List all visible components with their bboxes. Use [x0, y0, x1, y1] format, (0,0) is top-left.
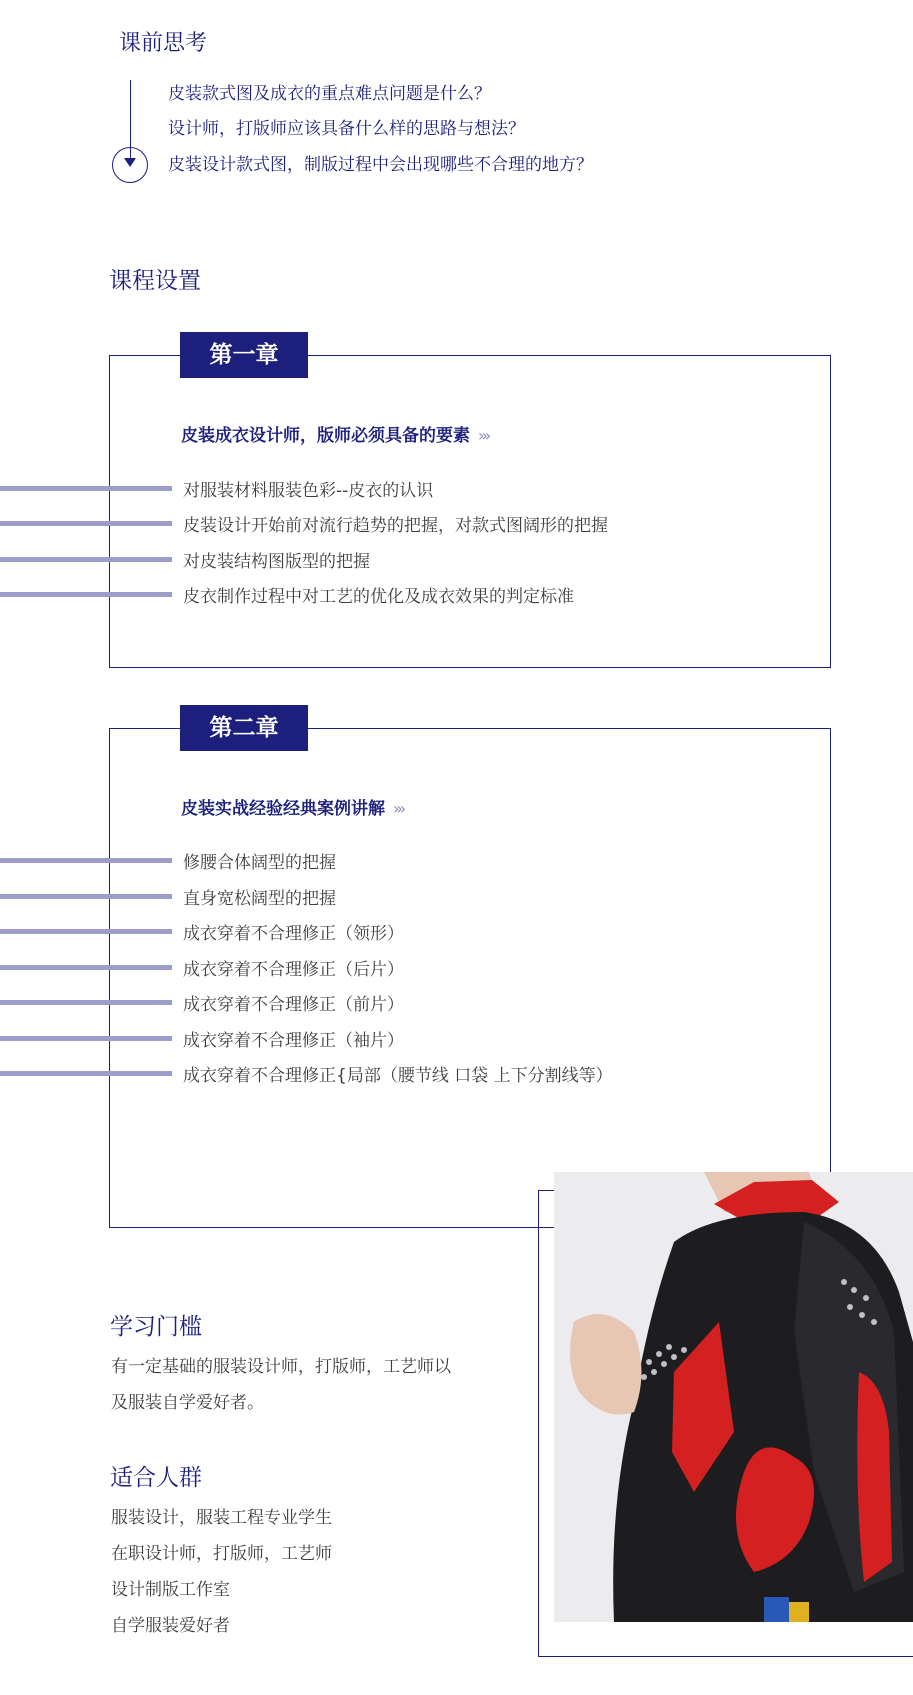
audience-line: 自学服装爱好者 [111, 1616, 230, 1636]
double-chevron-right-icon: ››› [393, 799, 404, 818]
audience-line: 设计制版工作室 [111, 1580, 230, 1600]
bullet-line [0, 894, 172, 899]
bullet-line [0, 592, 172, 597]
threshold-line: 有一定基础的服装设计师，打版师，工艺师以 [111, 1357, 451, 1377]
chapter-2-item: 成衣穿着不合理修正（领形） [183, 924, 404, 944]
bullet-line [0, 1000, 172, 1005]
chapter-1-item: 对服装材料服装色彩--皮衣的认识 [183, 481, 434, 501]
chapter-2-item: 修腰合体阔型的把握 [183, 853, 336, 873]
chapter-2-item: 直身宽松阔型的把握 [183, 889, 336, 909]
chapter-2-subtitle [181, 794, 403, 819]
thinking-question-1: 皮装款式图及成衣的重点难点问题是什么？ [168, 84, 491, 104]
bullet-line [0, 929, 172, 934]
double-chevron-right-icon: ››› [478, 426, 489, 445]
bullet-line [0, 965, 172, 970]
chapter-1-item: 皮装设计开始前对流行趋势的把握，对款式图阔形的把握 [183, 516, 608, 536]
chapter-2-subtitle-text: 皮装实战经验经典案例讲解 [181, 799, 385, 819]
thinking-title: 课前思考 [119, 31, 208, 56]
audience-title: 适合人群 [110, 1465, 202, 1491]
threshold-line: 及服装自学爱好者。 [111, 1393, 264, 1413]
chapter-2-item: 成衣穿着不合理修正（前片） [183, 995, 404, 1015]
chapter-1-item: 对皮装结构图版型的把握 [183, 552, 370, 572]
chapter-1-subtitle [181, 421, 488, 446]
chapter-1-item: 皮衣制作过程中对工艺的优化及成衣效果的判定标准 [183, 587, 574, 607]
bullet-line [0, 557, 172, 562]
threshold-title: 学习门槛 [110, 1314, 202, 1340]
chapter-2-item: 成衣穿着不合理修正（袖片） [183, 1031, 404, 1051]
down-arrow-icon [124, 158, 136, 167]
chapter-2-item: 成衣穿着不合理修正（后片） [183, 960, 404, 980]
bullet-line [0, 858, 172, 863]
thinking-question-3: 皮装设计款式图，制版过程中会出现哪些不合理的地方？ [168, 155, 593, 175]
bullet-line [0, 486, 172, 491]
chapter-2-item: 成衣穿着不合理修正{局部（腰节线 口袋 上下分割线等） [183, 1066, 613, 1086]
bullet-line [0, 521, 172, 526]
chapter-1-subtitle-text: 皮装成衣设计师，版师必须具备的要素 [181, 426, 470, 446]
thinking-question-2: 设计师，打版师应该具备什么样的思路与想法？ [168, 119, 525, 139]
bullet-line [0, 1071, 172, 1076]
chapter-1-tag: 第一章 [180, 332, 308, 378]
audience-line: 在职设计师，打版师，工艺师 [111, 1544, 332, 1564]
chapter-2-tag: 第二章 [180, 705, 308, 751]
bullet-line [0, 1036, 172, 1041]
leather-jacket-photo [554, 1172, 913, 1622]
audience-line: 服装设计，服装工程专业学生 [111, 1508, 332, 1528]
course-title: 课程设置 [109, 268, 201, 294]
